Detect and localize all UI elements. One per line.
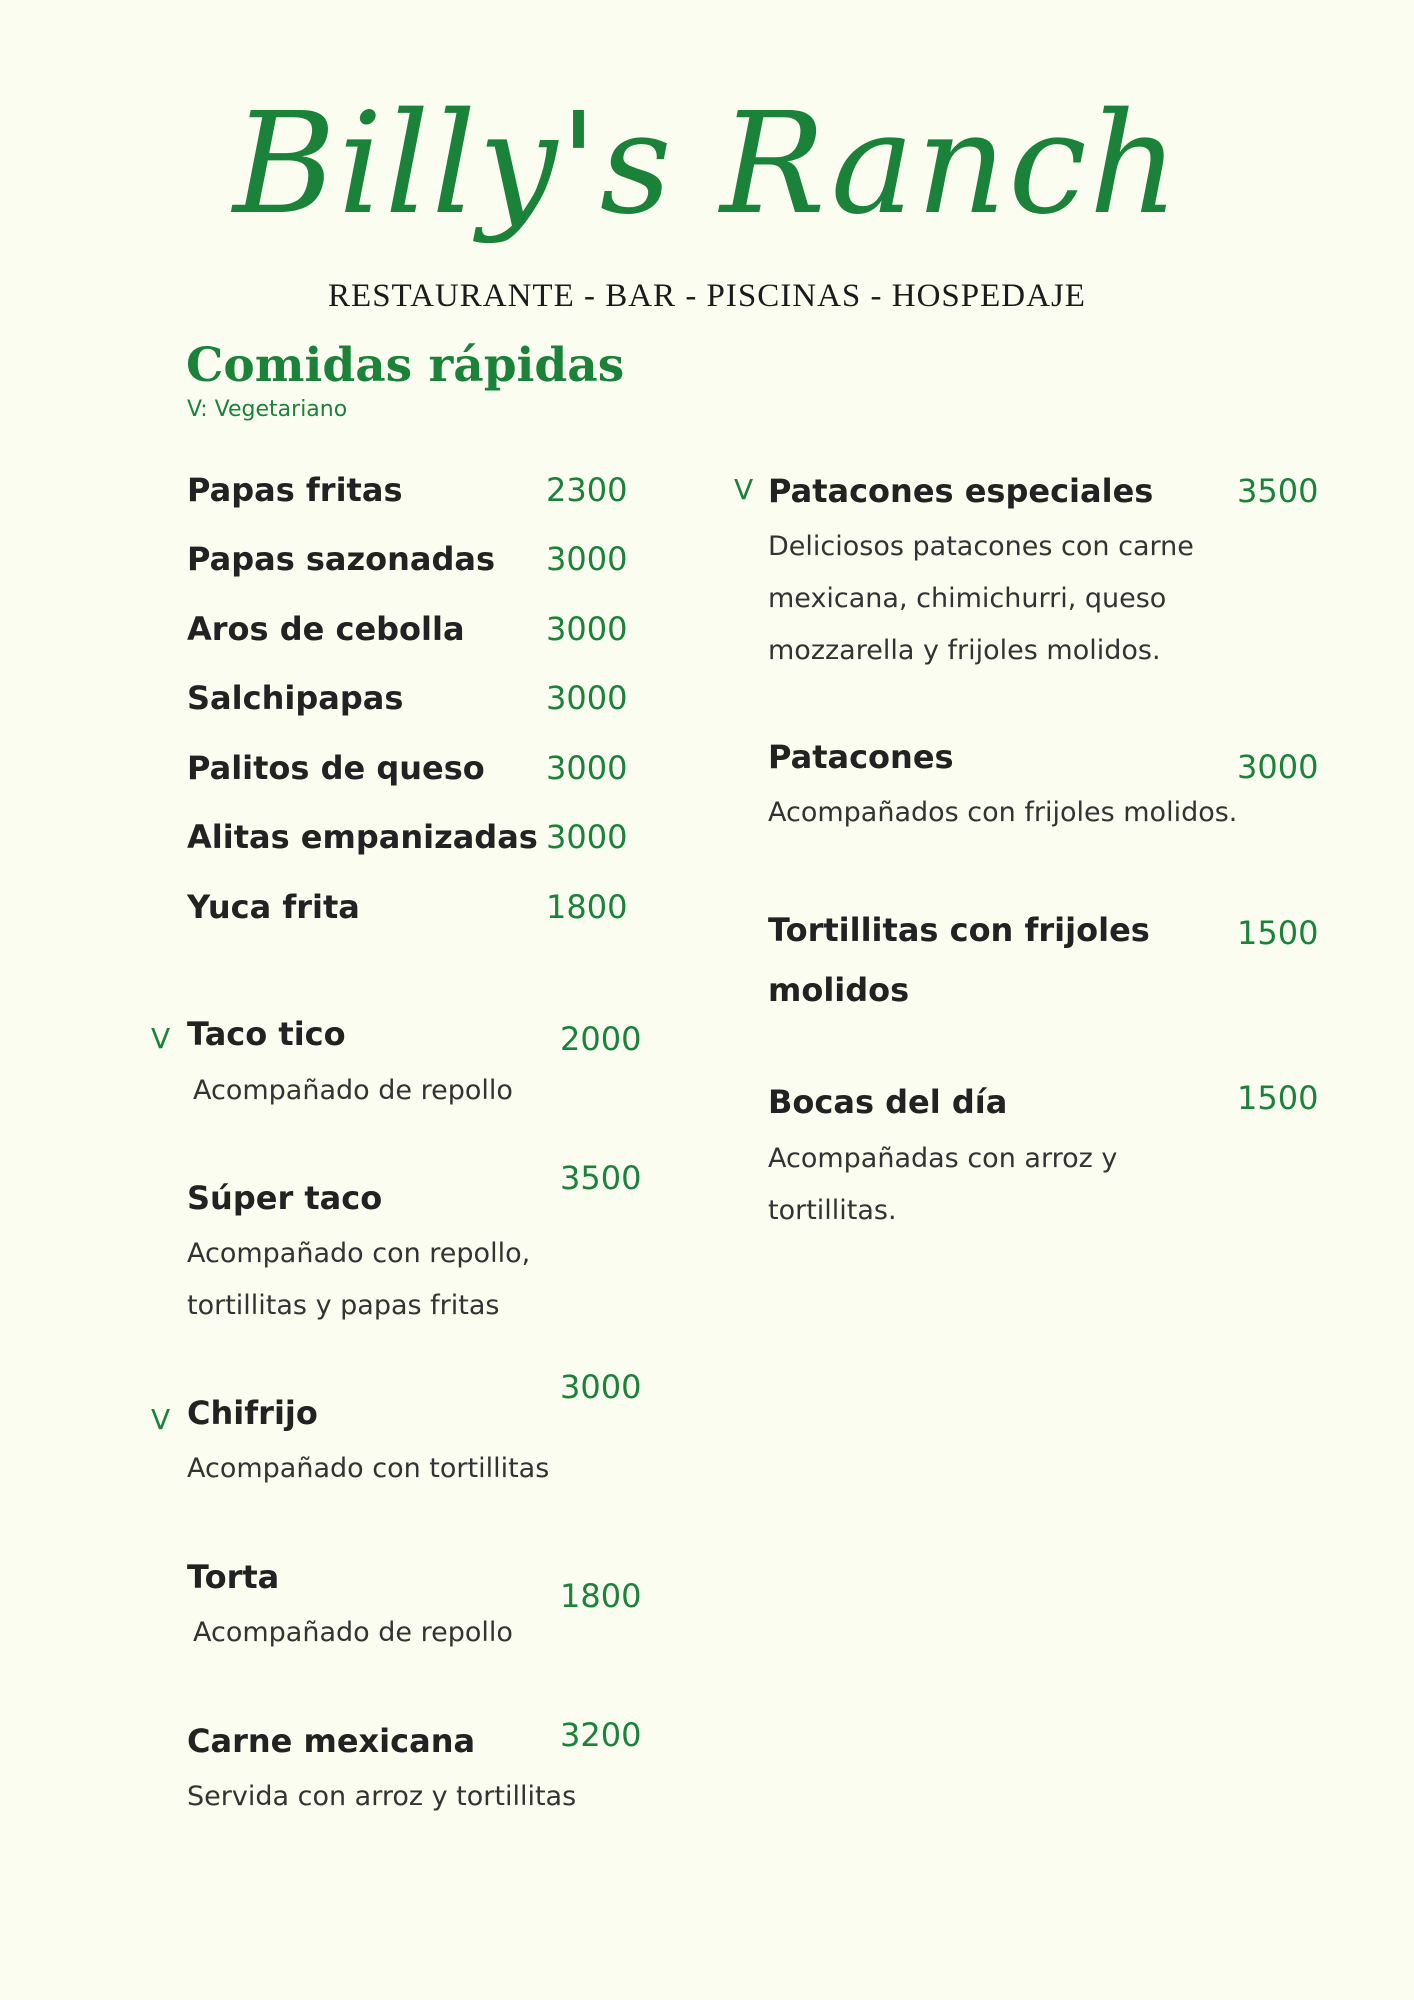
menu-item-price: 2300 xyxy=(546,471,628,509)
menu-item-description: Acompañadas con arroz y tortillitas. xyxy=(768,1143,1118,1226)
menu-item-name: Yuca frita xyxy=(187,888,360,926)
menu-item-price: 3000 xyxy=(546,679,628,717)
menu-item-description: Deliciosos patacones con carne mexicana, chimichurri, queso mozzarella y frijoles molidos. xyxy=(768,531,1194,666)
menu-item-price: 3000 xyxy=(546,818,628,856)
menu-item-price: 2000 xyxy=(560,1020,642,1058)
menu-item-price: 1800 xyxy=(546,888,628,926)
menu-item-price: 1500 xyxy=(1237,1079,1319,1117)
menu-item-description: Acompañado de repollo xyxy=(193,1617,513,1648)
menu-item-name: Papas sazonadas xyxy=(187,540,496,578)
menu-item-description: Acompañados con frijoles molidos. xyxy=(768,797,1238,828)
menu-item-price: 3000 xyxy=(546,540,628,578)
vegetarian-legend: V: Vegetariano xyxy=(187,397,348,422)
menu-item-name: Alitas empanizadas xyxy=(187,818,538,856)
vegetarian-mark: V xyxy=(734,473,754,506)
menu-item-name: Aros de cebolla xyxy=(187,610,465,648)
menu-item-name: Papas fritas xyxy=(187,471,403,509)
menu-item-name: Tortillitas con frijoles molidos xyxy=(768,911,1150,1009)
menu-item-price: 3500 xyxy=(560,1159,642,1197)
section-title: Comidas rápidas xyxy=(186,338,625,393)
menu-item-name: Bocas del día xyxy=(768,1083,1008,1121)
menu-item-price: 3000 xyxy=(1237,748,1319,786)
menu-item-name: Palitos de queso xyxy=(187,749,485,787)
menu-item-name: Salchipapas xyxy=(187,679,404,717)
menu-item-description: Servida con arroz y tortillitas xyxy=(187,1781,577,1812)
menu-item-price: 1500 xyxy=(1237,914,1319,952)
menu-item-price: 3000 xyxy=(560,1368,642,1406)
restaurant-tagline: RESTAURANTE - BAR - PISCINAS - HOSPEDAJE xyxy=(328,278,1086,314)
menu-item-name: Súper taco xyxy=(187,1179,383,1217)
menu-item-name: Patacones especiales xyxy=(768,472,1154,510)
menu-item-price: 3000 xyxy=(546,749,628,787)
menu-item-name: Chifrijo xyxy=(187,1394,318,1432)
menu-item-name: Carne mexicana xyxy=(187,1722,476,1760)
menu-item-price: 3000 xyxy=(546,610,628,648)
menu-item-description: Acompañado de repollo xyxy=(193,1075,513,1106)
vegetarian-mark: V xyxy=(151,1403,171,1436)
menu-item-name: Torta xyxy=(187,1558,280,1596)
menu-item-name: Patacones xyxy=(768,738,954,776)
menu-item-name: Taco tico xyxy=(187,1015,346,1053)
menu-item-description: Acompañado con repollo, tortillitas y papas fritas xyxy=(187,1238,531,1321)
menu-item-price: 1800 xyxy=(560,1577,642,1615)
menu-item-price: 3500 xyxy=(1237,472,1319,510)
menu-item-price: 3200 xyxy=(560,1716,642,1754)
menu-item-description: Acompañado con tortillitas xyxy=(187,1453,550,1484)
restaurant-name: Billy's Ranch xyxy=(233,83,1181,246)
vegetarian-mark: V xyxy=(151,1022,171,1055)
